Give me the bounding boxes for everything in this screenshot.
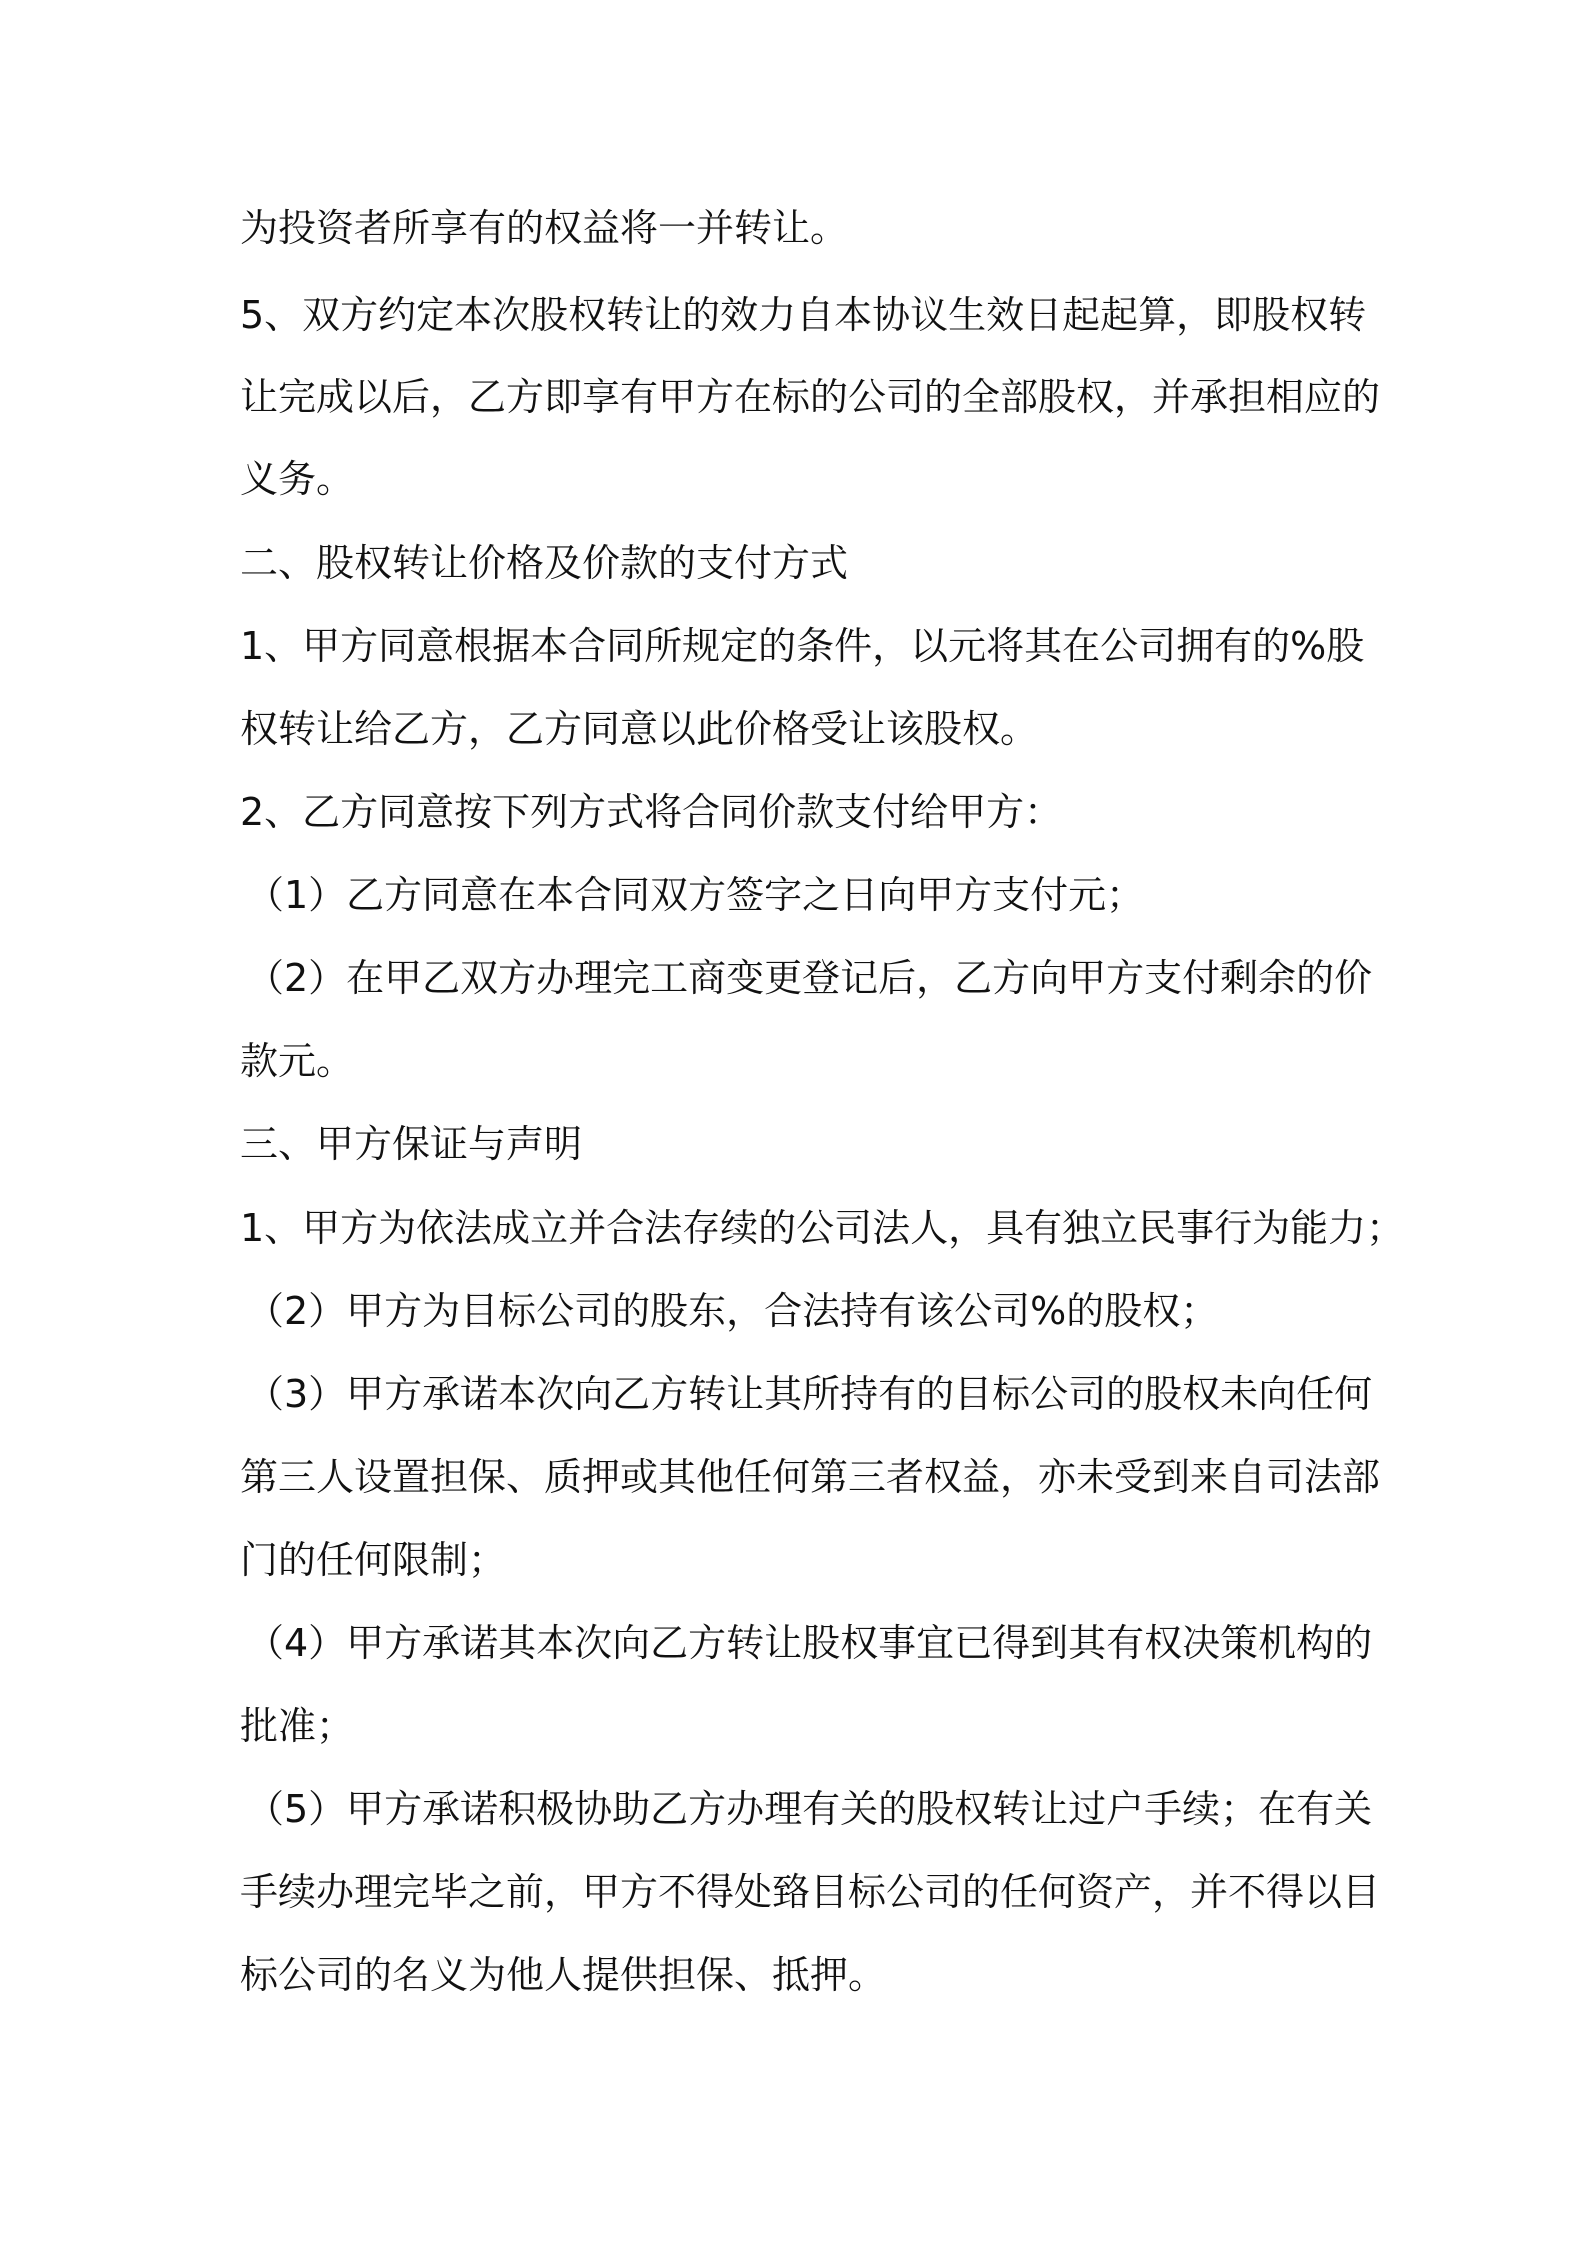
text-line: 第三人设置担保、质押或其他任何第三者权益，亦未受到来自司法部: [240, 1455, 1381, 1499]
section-heading: 二、股权转让价格及价款的支付方式: [240, 541, 849, 585]
text-line: 1、甲方为依法成立并合法存续的公司法人，具有独立民事行为能力；: [240, 1206, 1405, 1250]
text-line: 义务。: [240, 457, 355, 501]
text-line: 批准；: [240, 1704, 355, 1748]
text-line: （2）甲方为目标公司的股东，合法持有该公司%的股权；: [246, 1289, 1219, 1333]
text-line: （1）乙方同意在本合同双方签字之日向甲方支付元；: [246, 873, 1145, 917]
text-line: （2）在甲乙双方办理完工商变更登记后，乙方向甲方支付剩余的价: [246, 956, 1373, 1000]
text-line: （5）甲方承诺积极协助乙方办理有关的股权转让过户手续；在有关: [246, 1787, 1373, 1831]
section-heading: 三、甲方保证与声明: [240, 1122, 583, 1166]
text-line: 5、双方约定本次股权转让的效力自本协议生效日起起算，即股权转: [240, 293, 1367, 337]
text-line: （4）甲方承诺其本次向乙方转让股权事宜已得到其有权决策机构的: [246, 1621, 1373, 1665]
text-line: 2、乙方同意按下列方式将合同价款支付给甲方：: [240, 790, 1063, 834]
text-line: 手续办理完毕之前，甲方不得处臵目标公司的任何资产，并不得以目: [240, 1870, 1381, 1914]
text-line: 让完成以后，乙方即享有甲方在标的公司的全部股权，并承担相应的: [240, 375, 1381, 419]
text-line: 为投资者所享有的权益将一并转让。: [240, 206, 849, 250]
text-line: 门的任何限制；: [240, 1538, 507, 1582]
text-line: 款元。: [240, 1039, 355, 1083]
text-line: 1、甲方同意根据本合同所规定的条件，以元将其在公司拥有的%股: [240, 624, 1365, 668]
text-line: 标公司的名义为他人提供担保、抵押。: [240, 1953, 887, 1997]
text-line: 权转让给乙方，乙方同意以此价格受让该股权。: [240, 707, 1039, 751]
text-line: （3）甲方承诺本次向乙方转让其所持有的目标公司的股权未向任何: [246, 1372, 1373, 1416]
